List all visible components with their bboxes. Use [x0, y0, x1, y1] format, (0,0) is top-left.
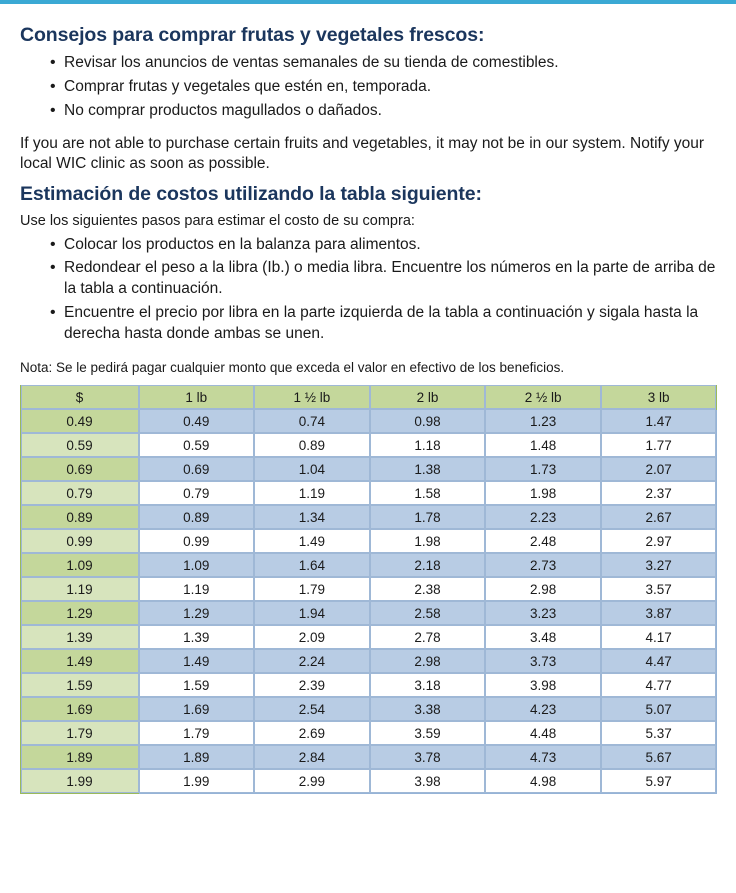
- table-cell: 1.58: [370, 481, 486, 505]
- table-cell: 3.27: [601, 553, 717, 577]
- table-cell: 1.77: [601, 433, 717, 457]
- table-cell: 1.78: [370, 505, 486, 529]
- table-row: [21, 457, 717, 481]
- cost-estimation-title: Estimación de costos utilizando la tabla siguiente:: [20, 182, 482, 205]
- table-cell: 1.19: [139, 577, 255, 601]
- table-row: [21, 433, 717, 457]
- table-cell: 5.37: [601, 721, 717, 745]
- table-cell: 3.59: [370, 721, 486, 745]
- table-cell: 0.89: [254, 433, 370, 457]
- table-cell: 2.73: [485, 553, 601, 577]
- table-cell: 2.48: [485, 529, 601, 553]
- table-cell: 1.38: [370, 457, 486, 481]
- table-cell: 1.98: [370, 529, 486, 553]
- table-cell: 3.87: [601, 601, 717, 625]
- table-cell: 5.07: [601, 697, 717, 721]
- table-cell: 2.78: [370, 625, 486, 649]
- row-header-price: 1.19: [21, 577, 139, 601]
- table-cell: 1.59: [139, 673, 255, 697]
- table-cell: 5.97: [601, 769, 717, 793]
- table-cell: 1.98: [485, 481, 601, 505]
- table-cell: 3.98: [485, 673, 601, 697]
- table-cell: 4.98: [485, 769, 601, 793]
- table-cell: 1.64: [254, 553, 370, 577]
- row-header-price: 1.39: [21, 625, 139, 649]
- table-cell: 3.48: [485, 625, 601, 649]
- list-item: • No comprar productos magullados o dañados.: [50, 101, 716, 122]
- row-header-price: 1.99: [21, 769, 139, 793]
- cost-estimation-lead: Use los siguientes pasos para estimar el costo de su compra:: [20, 212, 415, 229]
- cost-estimation-steps: [20, 235, 716, 346]
- table-row: [21, 529, 717, 553]
- table-cell: 4.73: [485, 745, 601, 769]
- table-row: [21, 409, 717, 433]
- table-cell: 5.67: [601, 745, 717, 769]
- column-header: 1 ½ lb: [254, 385, 370, 409]
- table-row: [21, 625, 717, 649]
- table-cell: 1.79: [139, 721, 255, 745]
- table-cell: 2.67: [601, 505, 717, 529]
- table-cell: 2.69: [254, 721, 370, 745]
- table-cell: 1.94: [254, 601, 370, 625]
- price-lookup-table: [20, 385, 717, 794]
- table-cell: 2.54: [254, 697, 370, 721]
- row-header-price: 1.69: [21, 697, 139, 721]
- column-header: 2 ½ lb: [485, 385, 601, 409]
- table-cell: 1.99: [139, 769, 255, 793]
- table-cell: 3.23: [485, 601, 601, 625]
- list-item: • Colocar los productos en la balanza para alimentos.: [50, 235, 716, 256]
- table-cell: 2.98: [370, 649, 486, 673]
- row-header-price: 1.59: [21, 673, 139, 697]
- table-row: [21, 769, 717, 793]
- table-row: [21, 649, 717, 673]
- row-header-price: 0.89: [21, 505, 139, 529]
- row-header-price: 1.09: [21, 553, 139, 577]
- table-cell: 0.99: [139, 529, 255, 553]
- row-header-price: 1.79: [21, 721, 139, 745]
- table-cell: 0.79: [139, 481, 255, 505]
- table-cell: 1.79: [254, 577, 370, 601]
- table-row: [21, 553, 717, 577]
- table-cell: 3.38: [370, 697, 486, 721]
- top-accent-rule: [0, 0, 736, 4]
- table-row: [21, 505, 717, 529]
- table-cell: 1.09: [139, 553, 255, 577]
- table-cell: 1.19: [254, 481, 370, 505]
- table-cell: 2.38: [370, 577, 486, 601]
- table-cell: 1.18: [370, 433, 486, 457]
- table-cell: 3.57: [601, 577, 717, 601]
- table-cell: 2.23: [485, 505, 601, 529]
- table-row: [21, 721, 717, 745]
- table-cell: 3.98: [370, 769, 486, 793]
- list-item: • Redondear el peso a la libra (Ib.) o media libra. Encuentre los números en la parte de arriba de la tabla a continuación.: [50, 258, 716, 300]
- table-row: [21, 697, 717, 721]
- row-header-price: 0.49: [21, 409, 139, 433]
- table-cell: 2.37: [601, 481, 717, 505]
- table-cell: 1.49: [254, 529, 370, 553]
- table-header-row: [21, 385, 717, 409]
- table-cell: 4.23: [485, 697, 601, 721]
- table-cell: 0.49: [139, 409, 255, 433]
- table-row: [21, 673, 717, 697]
- table-cell: 3.18: [370, 673, 486, 697]
- table-cell: 2.24: [254, 649, 370, 673]
- table-row: [21, 577, 717, 601]
- column-header: 2 lb: [370, 385, 486, 409]
- row-header-price: 0.69: [21, 457, 139, 481]
- table-body: [21, 409, 717, 793]
- footnote: Nota: Se le pedirá pagar cualquier monto que exceda el valor en efectivo de los beneficios.: [20, 360, 565, 376]
- table-cell: 4.17: [601, 625, 717, 649]
- list-item: • Encuentre el precio por libra en la parte izquierda de la tabla a continuación y sigala hasta la derecha hasta donde ambas se unen.: [50, 303, 716, 345]
- table-cell: 4.47: [601, 649, 717, 673]
- list-item: • Comprar frutas y vegetales que estén en, temporada.: [50, 77, 716, 98]
- availability-paragraph: If you are not able to purchase certain fruits and vegetables, it may not be in our system. Notify your local WIC clinic as soon as possible.: [20, 134, 705, 173]
- table-cell: 2.07: [601, 457, 717, 481]
- table-cell: 4.48: [485, 721, 601, 745]
- row-header-price: 0.59: [21, 433, 139, 457]
- column-header: 3 lb: [601, 385, 717, 409]
- table-cell: 3.73: [485, 649, 601, 673]
- table-cell: 1.34: [254, 505, 370, 529]
- shopping-tips-list: [20, 53, 716, 122]
- table-cell: 2.18: [370, 553, 486, 577]
- table-cell: 1.69: [139, 697, 255, 721]
- table-cell: 2.84: [254, 745, 370, 769]
- table-cell: 1.04: [254, 457, 370, 481]
- page-title: Consejos para comprar frutas y vegetales frescos:: [20, 24, 485, 46]
- table-cell: 1.73: [485, 457, 601, 481]
- list-item: • Revisar los anuncios de ventas semanales de su tienda de comestibles.: [50, 53, 716, 74]
- table-cell: 2.58: [370, 601, 486, 625]
- table-header: [21, 385, 717, 409]
- table-cell: 2.09: [254, 625, 370, 649]
- column-header: $: [21, 385, 139, 409]
- table-cell: 2.98: [485, 577, 601, 601]
- table-cell: 2.39: [254, 673, 370, 697]
- table-cell: 2.99: [254, 769, 370, 793]
- table-cell: 2.97: [601, 529, 717, 553]
- table-cell: 0.59: [139, 433, 255, 457]
- table-cell: 1.48: [485, 433, 601, 457]
- table-cell: 0.74: [254, 409, 370, 433]
- table-cell: 3.78: [370, 745, 486, 769]
- table-cell: 0.98: [370, 409, 486, 433]
- column-header: 1 lb: [139, 385, 255, 409]
- row-header-price: 1.89: [21, 745, 139, 769]
- table-cell: 1.47: [601, 409, 717, 433]
- table-cell: 0.69: [139, 457, 255, 481]
- table-cell: 1.49: [139, 649, 255, 673]
- row-header-price: 0.79: [21, 481, 139, 505]
- row-header-price: 1.49: [21, 649, 139, 673]
- table-cell: 1.89: [139, 745, 255, 769]
- table-cell: 4.77: [601, 673, 717, 697]
- table-cell: 0.89: [139, 505, 255, 529]
- table-row: [21, 601, 717, 625]
- table-row: [21, 481, 717, 505]
- row-header-price: 0.99: [21, 529, 139, 553]
- row-header-price: 1.29: [21, 601, 139, 625]
- table-cell: 1.23: [485, 409, 601, 433]
- table-row: [21, 745, 717, 769]
- table-cell: 1.29: [139, 601, 255, 625]
- table-cell: 1.39: [139, 625, 255, 649]
